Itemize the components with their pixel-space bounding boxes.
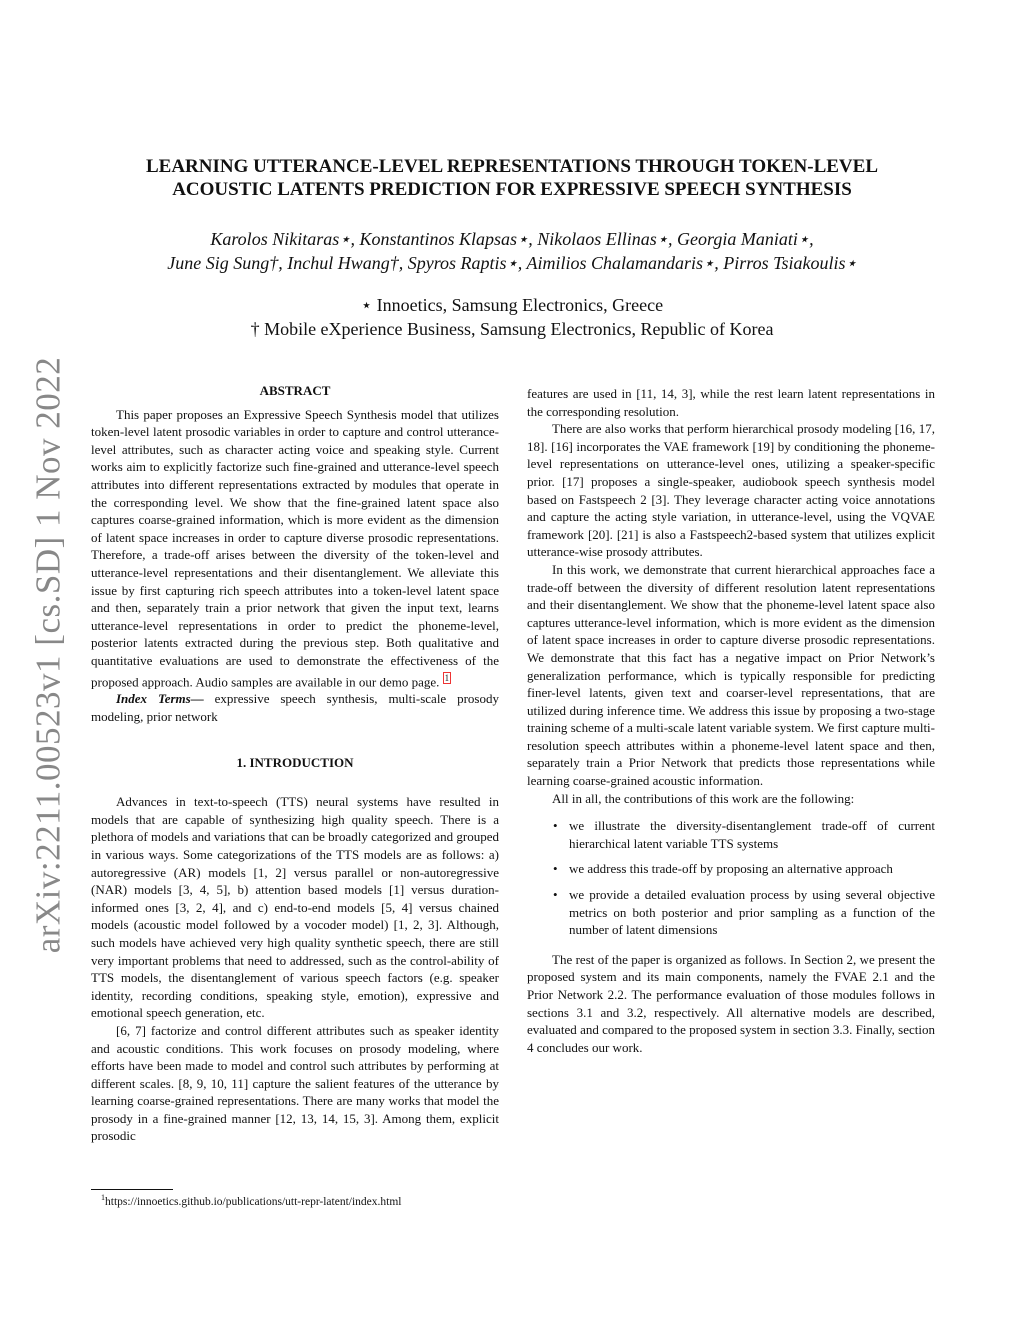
- intro-heading: 1. INTRODUCTION: [236, 754, 354, 770]
- arxiv-stamp: [18, 355, 78, 955]
- arxiv-stamp-text: arXiv:2211.00523v1 [cs.SD] 1 Nov 2022: [28, 356, 68, 954]
- author-list: [90, 227, 934, 275]
- affiliations: [90, 293, 934, 341]
- left-column: [91, 382, 499, 1145]
- authors-line-2: June Sig Sung†, Inchul Hwang†, Spyros Raptis⋆, Aimilios Chalamandaris⋆, Pirros Tsiakoulis⋆: [167, 253, 857, 273]
- bullet-icon: •: [553, 818, 558, 834]
- abstract-heading: ABSTRACT: [259, 383, 331, 398]
- right-paragraph-2: There are also works that perform hierarchical prosody modeling [16, 17, 18]. [16] incorporates the VAE framework [19] by conditioning the phoneme-level representations on utterance-level ones, utilizing a speaker-specific prior. [17] proposes a single-speaker, audiobook speech synthesis model based on Fastspeech 2 [3]. They leverage character acting voice annotations and capture the acting style variation, in utterance-level, using the VQVAE framework [20]. [21] is also a Fastspeech2-based system that utilizes explicit utterance-wise prosody attributes.: [527, 421, 935, 560]
- list-item: • we illustrate the diversity-disentanglement trade-off of current hierarchical latent variable TTS systems: [553, 818, 935, 851]
- bullet-icon: •: [553, 887, 558, 903]
- index-terms: [91, 690, 499, 725]
- title-line-2: ACOUSTIC LATENTS PREDICTION FOR EXPRESSIVE SPEECH SYNTHESIS: [172, 179, 852, 200]
- contribution-list: [527, 817, 935, 939]
- footnote-divider: [91, 1189, 173, 1190]
- abstract-text: This paper proposes an Expressive Speech Synthesis model that utilizes token-level latent prosodic variables in order to capture and control utterance-level attributes, such as character acting voice and speaking style. Current works aim to explicitly factorize such fine-grained and utterance-level speech attributes into different representations extracted by modules that operate in the corresponding level. We show that the fine-grained latent space also captures coarse-grained information, which is more evident as the dimension of latent space increases in order to capture diverse prosodic representations. Therefore, a trade-off arises between the diversity of the token-level and utterance-level representations and their disentanglement. We alleviate this issue by first capturing rich speech attributes into a token-level latent space and then, separately train a prior network that given the input text, learns utterance-level representations in order to predict the phoneme-level, posterior latents extracted during the previous step. Both qualitative and quantitative evaluations are used to demonstrate the effectiveness of the proposed approach. Audio samples are available in our demo page. $^1$: [91, 406, 499, 689]
- right-column: [527, 385, 935, 1056]
- footnote: [101, 1193, 402, 1208]
- intro-paragraph-1: Advances in text-to-speech (TTS) neural systems have resulted in models that are capable of synthesizing high quality speech. There is a plethora of models and variations that can be broadly categorized and grouped in various ways. Some categorizations of the TTS models are as follows: a) autoregressive (AR) models [1, 2] versus parallel or non-autoregressive (NAR) models [3, 4, 5], b) attention based models [1] versus duration-informed ones [3, 2, 4], and c) end-to-end models [5, 4] versus chained models (acoustic model followed by a vocoder model) [1, 2, 3]. Although, such models have achieved very high quality synthetic speech, there are still very important problems that need to addressed, such as the control-ability of TTS models, the disentanglement of various speech factors (e.g. speaker identity, recording conditions, speaking style, emotion), expressive and emotional speech generation, etc.: [91, 794, 499, 1021]
- affiliation-line-2: † Mobile eXperience Business, Samsung Electronics, Republic of Korea: [250, 319, 774, 339]
- footnote-link[interactable]: 1: [444, 672, 450, 683]
- bullet-icon: •: [553, 861, 558, 877]
- intro-paragraph-2: [6, 7] factorize and control different attributes such as speaker identity and acoustic conditions. This work focuses on prosody modeling, where efforts have been made to model and control such attributes by performing at different scales. [8, 9, 10, 11] capture the salient features of the utterance by learning coarse-grained representations. There are many works that model the prosody in a fine-grained manner [12, 13, 14, 15, 3]. Among them, explicit prosodic: [91, 1022, 499, 1144]
- right-paragraph-4: All in all, the contributions of this work are the following:: [552, 790, 855, 806]
- affiliation-line-1: ⋆ Innoetics, Samsung Electronics, Greece: [360, 295, 664, 315]
- right-paragraph-1: features are used in [11, 14, 3], while the rest learn latent representations in the corresponding resolution.: [527, 386, 935, 419]
- paper-title: [90, 155, 934, 201]
- title-line-1: LEARNING UTTERANCE-LEVEL REPRESENTATIONS THROUGH TOKEN-LEVEL: [145, 156, 879, 177]
- footnote-url[interactable]: https://innoetics.github.io/publications/utt-repr-latent/index.html: [105, 1195, 402, 1208]
- authors-line-1: Karolos Nikitaras⋆, Konstantinos Klapsas⋆, Nikolaos Ellinas⋆, Georgia Maniati⋆,: [210, 229, 814, 249]
- right-paragraph-5: The rest of the paper is organized as follows. In Section 2, we present the proposed system and its main components, namely the FVAE 2.1 and the Prior Network 2.2. The performance evaluation of those modules follows in sections 3.1 and 3.2, respectively. All alternative models are described, evaluated and compared to the proposed system in section 3.3. Finally, section 4 concludes our work.: [527, 951, 935, 1055]
- list-item: • we provide a detailed evaluation process by using several objective metrics on both posterior and prior sampling as a function of the number of latent dimensions: [553, 887, 935, 938]
- right-paragraph-3: In this work, we demonstrate that current hierarchical approaches face a trade-off between the diversity of different resolution latent representations and their disentanglement. We show that the phoneme-level latent space also captures utterance-level information, which is more evident as the dimension of latent space increases in order to capture diverse prosodic representations. We demonstrate that this fact has a negative impact on Prior Network’s generalization performance, which is typically responsible for predicting finer-level latents, given text and coarser-level representations, that are utilized during inference time. We address this issue by proposing a two-stage training scheme of a multi-scale latent variable system. We first capture multi-resolution speech attributes within a phoneme-level latent space and then, separately train a Prior Network that predicts those representations while learning coarse-grained acoustic information.: [527, 561, 935, 789]
- index-terms-text: expressive speech synthesis, multi-scale prosody modeling, prior network: [91, 691, 499, 725]
- index-terms-label: Index Terms—: [116, 691, 204, 707]
- footnote-mark: 1: [101, 1193, 105, 1202]
- list-item: • we address this trade-off by proposing an alternative approach: [553, 861, 893, 877]
